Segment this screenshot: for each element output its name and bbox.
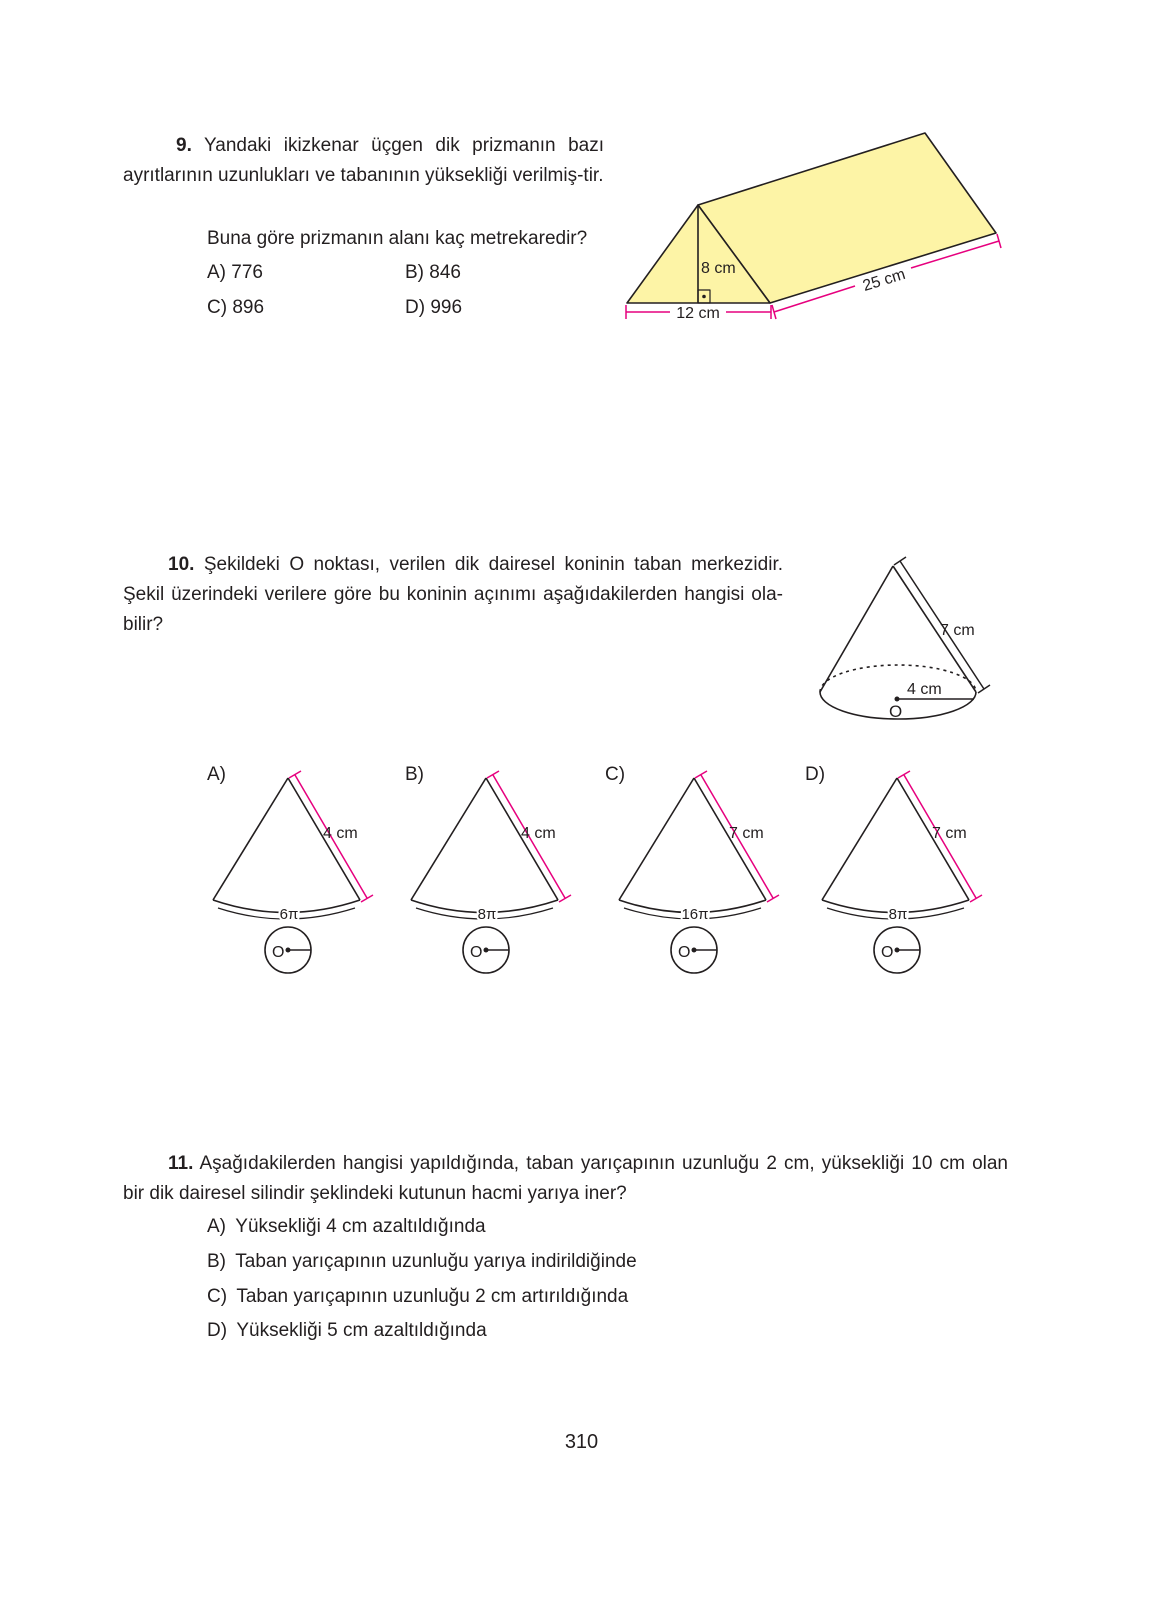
page-number: 310 xyxy=(564,1431,599,1453)
q9-body: Yandaki ikizkenar üçgen dik prizmanın bazı ayrıtlarının uzunlukları ve tabanının yüksekliği verilmiş-tir. xyxy=(123,135,604,186)
q9-option-letter: C) xyxy=(207,297,228,318)
q9-option-value: 776 xyxy=(231,262,263,283)
cone-slant-label: 7 cm xyxy=(940,622,975,639)
q11-option-text: Taban yarıçapının uzunluğu yarıya indirildiğinde xyxy=(235,1251,637,1272)
cone-base-back-arc xyxy=(820,665,976,692)
cone-radius-label: 4 cm xyxy=(907,681,942,698)
q11-option-b[interactable] xyxy=(207,1251,637,1273)
net-center-label: O xyxy=(470,944,483,961)
q11-option-a[interactable] xyxy=(207,1216,486,1238)
q11-option-text: Yüksekliği 5 cm azaltıldığında xyxy=(236,1320,487,1341)
q11-number: 11. xyxy=(168,1153,194,1174)
q9-option-letter: A) xyxy=(207,262,226,283)
q10-option-d-letter[interactable]: D) xyxy=(805,764,826,785)
net-arc-label: 8π xyxy=(477,906,497,923)
net-arc-label: 16π xyxy=(681,906,709,923)
q11-body: Aşağıdakilerden hangisi yapıldığında, taban yarıçapının uzunluğu 2 cm, yüksekliği 10 cm olan bir dik dairesel silindir şeklindeki kutunun hacmi yarıya iner? xyxy=(123,1153,1008,1204)
net-left-edge xyxy=(822,778,897,900)
q11-option-letter: C) xyxy=(207,1286,228,1307)
net-left-edge xyxy=(411,778,486,900)
q10-number: 10. xyxy=(168,554,195,575)
q9-option-value: 996 xyxy=(430,297,463,318)
net-center-label: O xyxy=(678,944,691,961)
cone-left-side xyxy=(820,566,893,692)
q11-text-block xyxy=(123,1149,1008,1209)
cone-center-label: O xyxy=(889,702,903,721)
q10-option-a-net[interactable] xyxy=(200,760,390,980)
net-arc-label: 6π xyxy=(279,906,299,923)
q11-option-text: Taban yarıçapının uzunluğu 2 cm artırıldığında xyxy=(236,1286,629,1307)
q9-prompt: Buna göre prizmanın alanı kaç metrekaredir? xyxy=(207,228,588,249)
q11-option-letter: B) xyxy=(207,1251,226,1272)
q11-option-letter: D) xyxy=(207,1320,228,1341)
net-base-center-dot xyxy=(484,948,489,953)
net-slant-label: 4 cm xyxy=(521,825,556,842)
q9-option-letter: B) xyxy=(405,262,424,283)
net-slant-label: 7 cm xyxy=(729,825,764,842)
net-left-edge xyxy=(619,778,694,900)
q10-option-b-net[interactable] xyxy=(398,760,588,980)
q9-number: 9. xyxy=(176,135,192,156)
net-base-center-dot xyxy=(286,948,291,953)
q10-option-c-letter[interactable]: C) xyxy=(605,764,626,785)
q11-option-text: Yüksekliği 4 cm azaltıldığında xyxy=(235,1216,486,1237)
net-arc-label: 8π xyxy=(888,906,908,923)
net-slant-label: 7 cm xyxy=(932,825,967,842)
net-slant-label: 4 cm xyxy=(323,825,358,842)
q11-option-c[interactable] xyxy=(207,1286,628,1308)
q11-option-d[interactable] xyxy=(207,1320,487,1342)
q10-option-c-net[interactable] xyxy=(606,760,796,980)
q11-option-letter: A) xyxy=(207,1216,226,1237)
q9-option-letter: D) xyxy=(405,297,426,318)
q10-body: Şekildeki O noktası, verilen dik dairesel koninin taban merkezidir. Şekil üzerindeki verilere göre bu koninin açınımı aşağıdakilerden hangisi ola-bilir? xyxy=(123,554,784,635)
q9-option-value: 896 xyxy=(232,297,265,318)
net-base-center-dot xyxy=(692,948,697,953)
q9-option-value: 846 xyxy=(429,262,461,283)
q10-option-d-net[interactable] xyxy=(809,760,999,980)
prism-height-label: 8 cm xyxy=(701,260,736,277)
q10-option-b-letter[interactable]: B) xyxy=(405,764,424,785)
net-center-label: O xyxy=(272,944,285,961)
prism-length-label: 25 cm xyxy=(860,265,908,295)
q10-option-a-letter[interactable]: A) xyxy=(207,764,226,785)
prism-base-label: 12 cm xyxy=(676,305,720,322)
net-left-edge xyxy=(213,778,288,900)
net-center-label: O xyxy=(881,944,894,961)
net-base-center-dot xyxy=(895,948,900,953)
cone-center-dot xyxy=(895,697,900,702)
